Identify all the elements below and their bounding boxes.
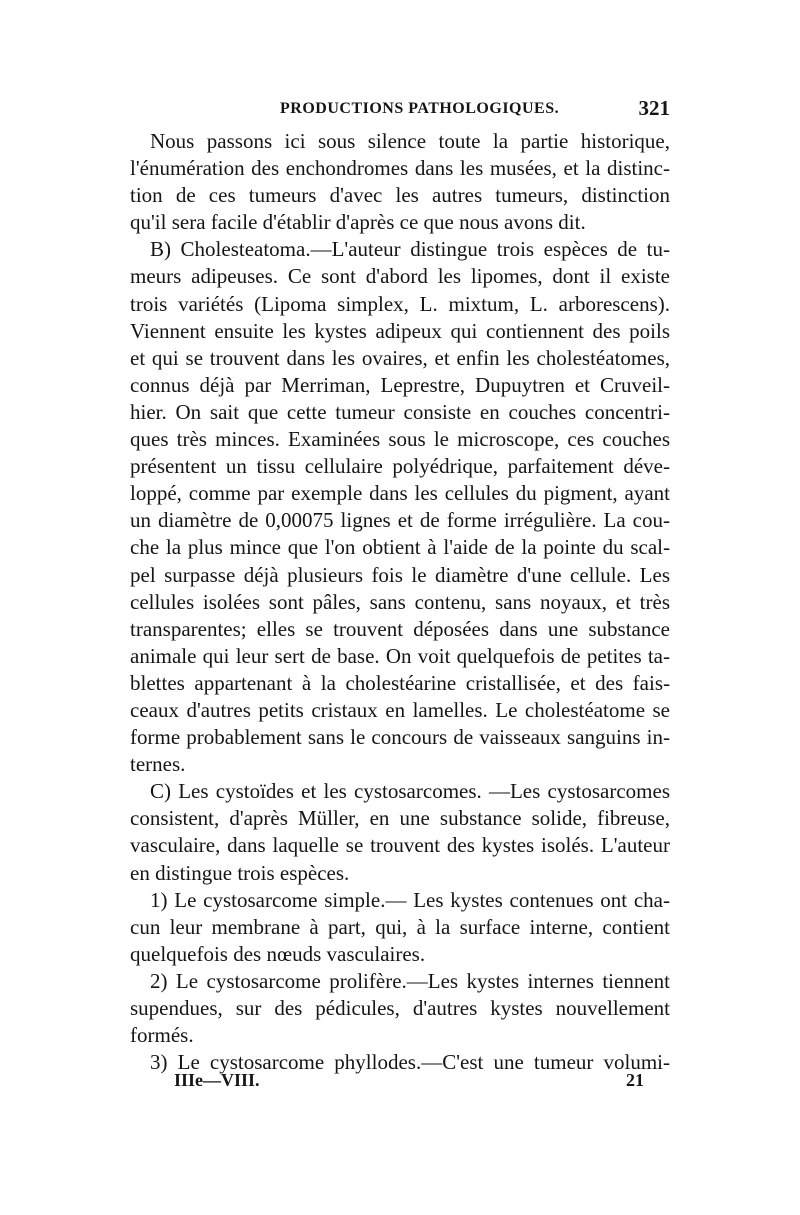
text-line: forme probablement sans le concours de vaisseaux sanguins in-: [130, 725, 670, 750]
signature-number: 21: [626, 1070, 644, 1090]
text-line: transparentes; elles se trouvent déposées dans une substance: [130, 616, 670, 641]
printer-signature: IIIe—VIII.: [174, 1070, 260, 1090]
text-line: animale qui leur sert de base. On voit quelquefois de petites ta-: [130, 643, 670, 668]
page-number: 321: [638, 96, 670, 120]
page-header: [280, 96, 670, 124]
text-line: 3) Le cystosarcome phyllodes.—C'est une tumeur volumi-: [150, 1050, 670, 1075]
text-line: ques très minces. Examinées sous le microscope, ces couches: [130, 427, 670, 452]
text-line: connus déjà par Merriman, Leprestre, Dupuytren et Cruveil-: [130, 372, 670, 397]
text-line: consistent, d'après Müller, en une substance solide, fibreuse,: [130, 806, 670, 831]
text-line: cun leur membrane à part, qui, à la surface interne, contient: [130, 914, 670, 939]
text-line: qu'il sera facile d'établir d'après ce que nous avons dit.: [130, 210, 586, 235]
text-line: C) Les cystoïdes et les cystosarcomes. —Les cystosarcomes: [150, 779, 670, 804]
text-line: l'énumération des enchondromes dans les musées, et la distinc-: [130, 156, 670, 181]
page-footer: [174, 1070, 644, 1098]
text-line: pel surpasse déjà plusieurs fois le diamètre d'une cellule. Les: [130, 562, 670, 587]
text-line: supendues, sur des pédicules, d'autres kystes nouvellement: [130, 996, 670, 1020]
text-line: loppé, comme par exemple dans les cellules du pigment, ayant: [130, 481, 670, 506]
text-line: 1) Le cystosarcome simple.— Les kystes contenues ont cha-: [150, 887, 670, 912]
text-line: en distingue trois espèces.: [130, 860, 350, 885]
text-line: vasculaire, dans laquelle se trouvent des kystes isolés. L'auteur: [130, 833, 670, 858]
text-line: ternes.: [130, 752, 186, 777]
text-line: ceaux d'autres petits cristaux en lamelles. Le cholestéatome se: [130, 697, 670, 722]
text-line: hier. On sait que cette tumeur consiste en couches concentri-: [130, 399, 670, 424]
text-line: meurs adipeuses. Ce sont d'abord les lipomes, dont il existe: [130, 264, 670, 289]
text-line: tion de ces tumeurs d'avec les autres tumeurs, distinction: [130, 183, 670, 208]
text-line: cellules isolées sont pâles, sans contenu, sans noyaux, et très: [130, 589, 670, 614]
text-line: B) Cholesteatoma.—L'auteur distingue trois espèces de tu-: [150, 237, 670, 262]
text-line: Nous passons ici sous silence toute la partie historique,: [150, 129, 670, 153]
text-line: et qui se trouvent dans les ovaires, et enfin les cholestéatomes,: [130, 345, 670, 370]
text-line: Viennent ensuite les kystes adipeux qui contiennent des poils: [130, 318, 670, 343]
text-line: quelquefois des nœuds vasculaires.: [130, 941, 426, 966]
body-text: [130, 128, 670, 1076]
text-line: présentent un tissu cellulaire polyédrique, parfaitement déve-: [130, 454, 670, 479]
text-line: un diamètre de 0,00075 lignes et de forme irrégulière. La cou-: [130, 508, 670, 533]
text-line: formés.: [130, 1023, 194, 1048]
text-line: blettes appartenant à la cholestéarine cristallisée, et des fais-: [130, 670, 670, 695]
running-head: PRODUCTIONS PATHOLOGIQUES.: [280, 100, 560, 117]
text-line: trois variétés (Lipoma simplex, L. mixtum, L. arborescens).: [130, 291, 670, 316]
text-line: che la plus mince que l'on obtient à l'aide de la pointe du scal-: [130, 535, 670, 560]
text-line: 2) Le cystosarcome prolifère.—Les kystes internes tiennent: [150, 968, 670, 993]
